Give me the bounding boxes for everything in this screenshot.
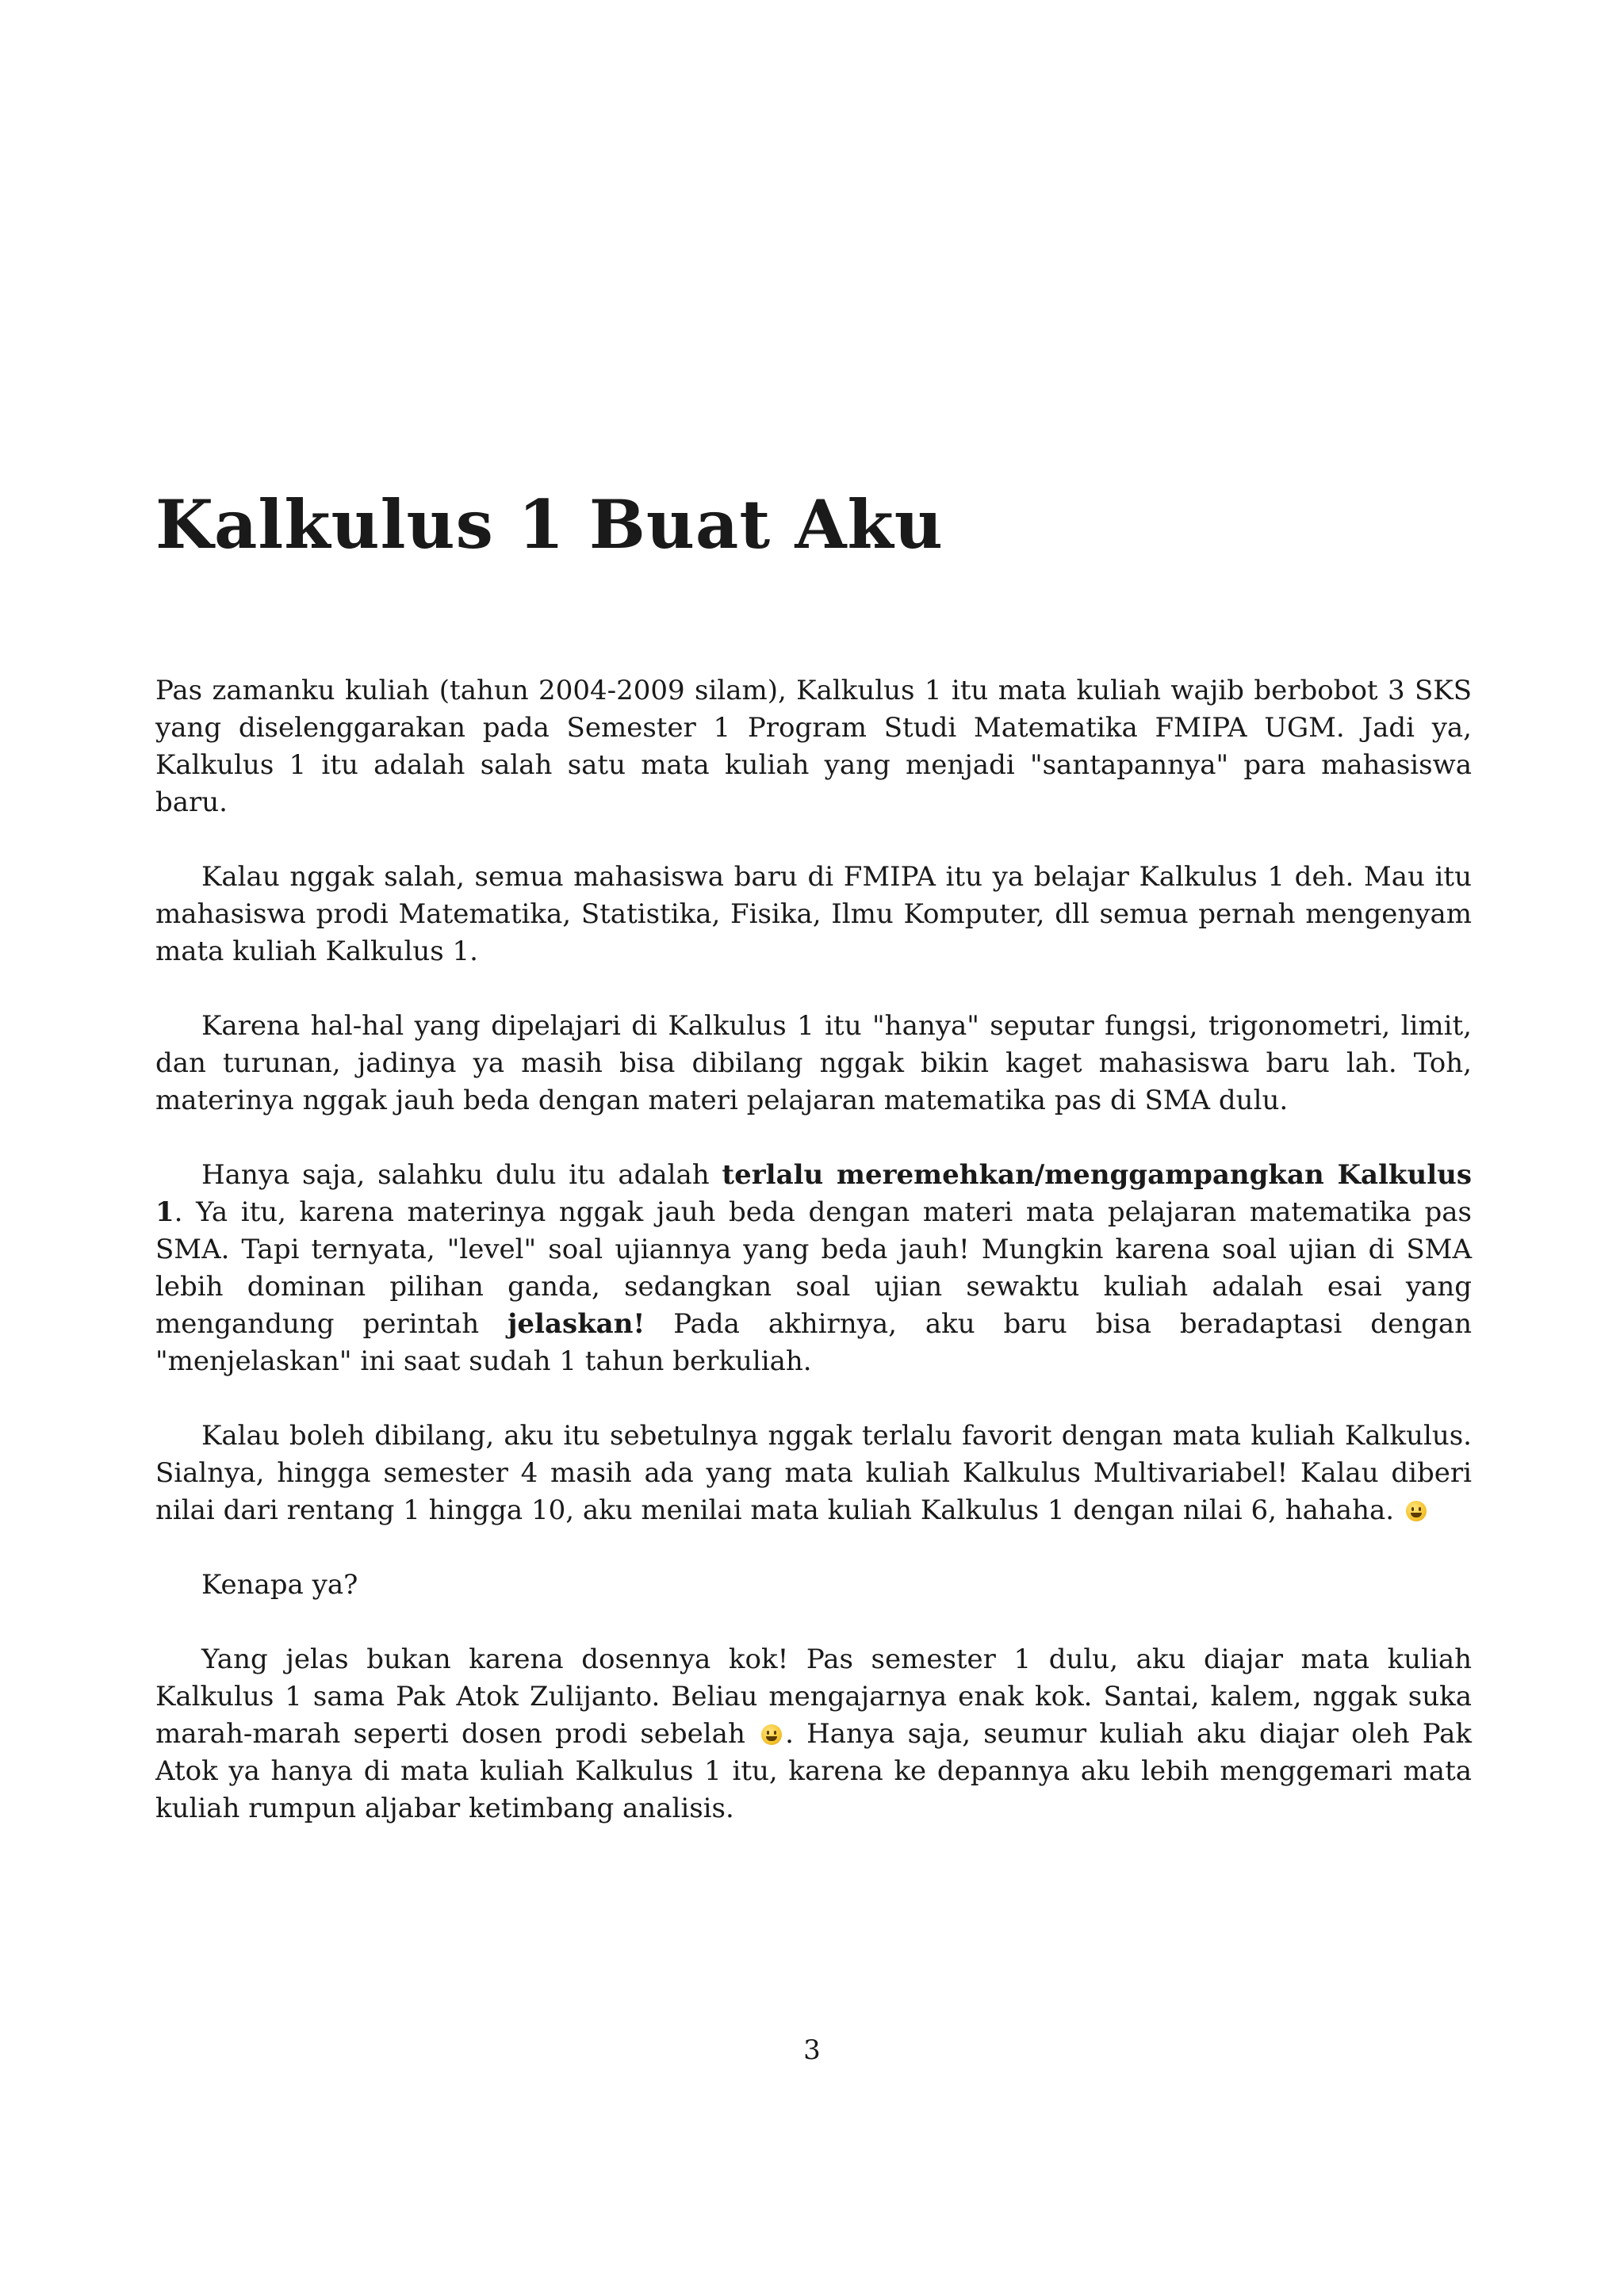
emphasis-underestimate: terlalu meremehkan/menggampangkan Kalkulus 1 <box>155 1159 1472 1228</box>
paragraph-4-text-e: Pada akhirnya, aku baru bisa beradaptasi dengan "menjelaskan" ini saat sudah 1 tahun berkuliah. <box>155 1308 1472 1377</box>
chapter-title: Kalkulus 1 Buat Aku <box>155 485 944 564</box>
paragraph-7 <box>155 1641 1472 1827</box>
paragraph-3: Karena hal-hal yang dipelajari di Kalkulus 1 itu "hanya" seputar fungsi, trigonometri, limit, dan turunan, jadinya ya masih bisa dibilang nggak bikin kaget mahasiswa baru lah. Toh, materinya nggak jauh beda dengan materi pelajaran matematika pas di SMA dulu. <box>155 1010 1472 1116</box>
paragraph-2: Kalau nggak salah, semua mahasiswa baru di FMIPA itu ya belajar Kalkulus 1 deh. Mau itu mahasiswa prodi Matematika, Statistika, Fisika, Ilmu Komputer, dll semua pernah mengenyam mata kuliah Kalkulus 1. <box>155 861 1472 967</box>
chapter-body <box>155 672 1472 1865</box>
paragraph-4 <box>155 1157 1472 1380</box>
paragraph-5 <box>155 1418 1472 1529</box>
page-number: 3 <box>803 2034 821 2066</box>
emphasis-explain: jelaskan! <box>508 1308 645 1340</box>
smiley-icon <box>761 1724 782 1745</box>
paragraph-7-text-b: . Hanya saja, seumur kuliah aku diajar oleh Pak Atok ya hanya di mata kuliah Kalkulus 1 itu, karena ke depannya aku lebih menggemari mata kuliah rumpun aljabar ketimbang analisis. <box>155 1718 1472 1824</box>
paragraph-1: Pas zamanku kuliah (tahun 2004-2009 silam), Kalkulus 1 itu mata kuliah wajib berbobot 3 SKS yang diselenggarakan pada Semester 1 Program Studi Matematika FMIPA UGM. Jadi ya, Kalkulus 1 itu adalah salah satu mata kuliah yang menjadi "santapannya" para mahasiswa baru. <box>155 675 1472 818</box>
smiley-icon <box>1406 1501 1427 1521</box>
paragraph-6: Kenapa ya? <box>201 1569 358 1601</box>
paragraph-7-text-a: Yang jelas bukan karena dosennya kok! Pas semester 1 dulu, aku diajar mata kuliah Kalkulus 1 sama Pak Atok Zulijanto. Beliau mengajarnya enak kok. Santai, kalem, nggak suka marah-marah seperti dosen prodi sebelah <box>155 1644 1472 1750</box>
paragraph-5-text: Kalau boleh dibilang, aku itu sebetulnya nggak terlalu favorit dengan mata kuliah Kalkulus. Sialnya, hingga semester 4 masih ada yang mata kuliah Kalkulus Multivariabel! Kalau diberi nilai dari rentang 1 hingga 10, aku menilai mata kuliah Kalkulus 1 dengan nilai 6, hahaha. <box>155 1420 1472 1526</box>
paragraph-4-text-a: Hanya saja, salahku dulu itu adalah <box>201 1159 722 1191</box>
paragraph-4-text-c: . Ya itu, karena materinya nggak jauh beda dengan materi mata pelajaran matematika pas SMA. Tapi ternyata, "level" soal ujiannya yang beda jauh! Mungkin karena soal ujian di SMA lebih dominan pilihan ganda, sedangkan soal ujian sewaktu kuliah adalah esai yang mengandung perintah <box>155 1196 1472 1340</box>
